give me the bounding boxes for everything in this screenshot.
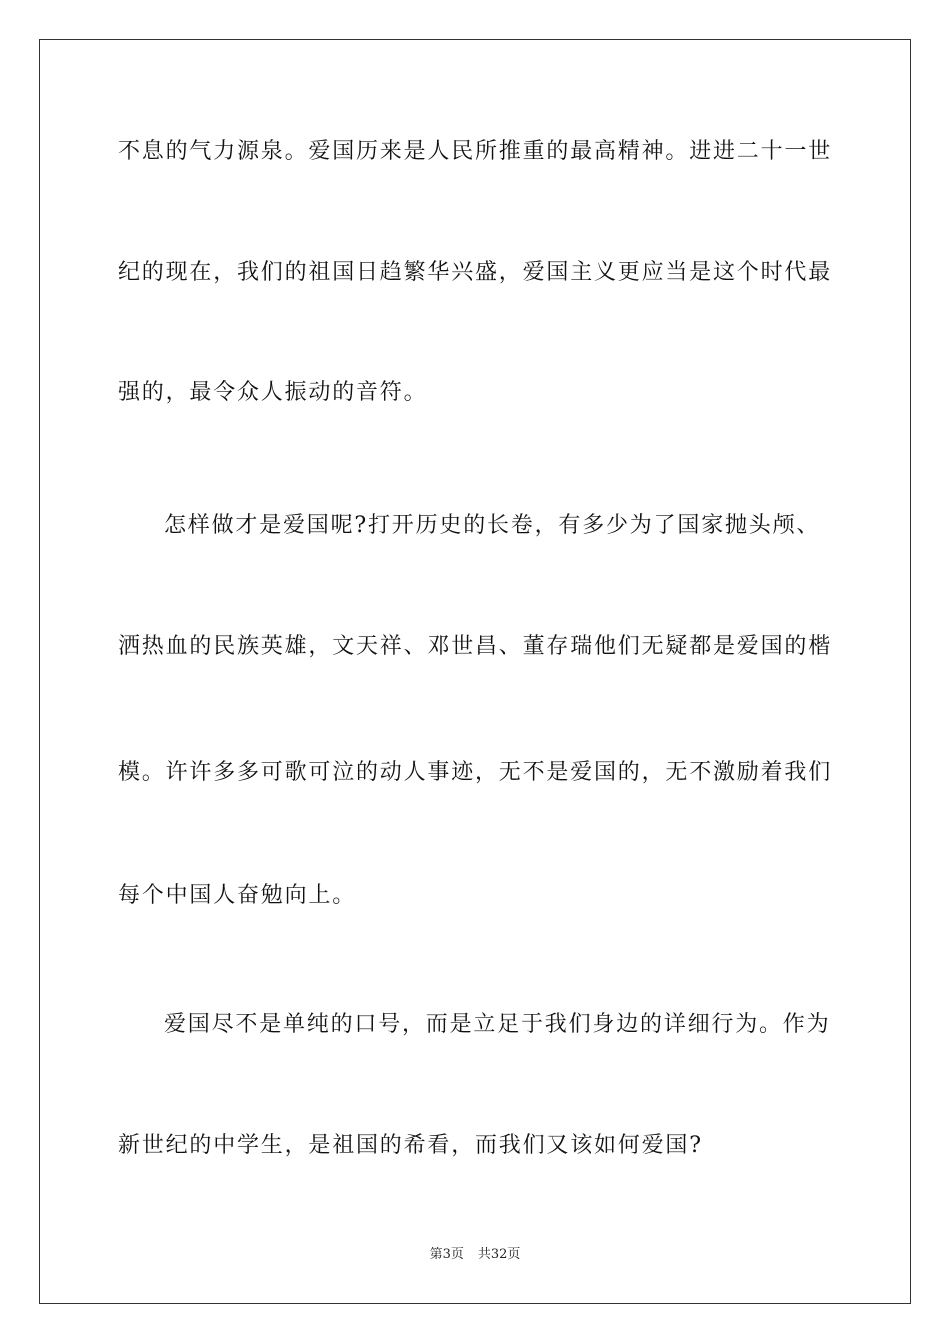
page-number: 第3页 bbox=[429, 1247, 464, 1262]
page-total: 共32页 bbox=[477, 1247, 521, 1262]
page-footer bbox=[0, 1246, 950, 1264]
text-line-1: 不息的气力源泉。爱国历来是人民所推重的最高精神。进进二十一世 bbox=[118, 139, 833, 164]
text-line-7: 每个中国人奋勉向上。 bbox=[118, 883, 357, 908]
text-line-2: 纪的现在，我们的祖国日趋繁华兴盛，爱国主义更应当是这个时代最 bbox=[118, 260, 833, 285]
page-frame bbox=[39, 39, 911, 1304]
text-line-8-paragraph-start: 爱国尽不是单纯的口号，而是立足于我们身边的详细行为。作为 bbox=[164, 1012, 831, 1037]
text-line-6: 模。许许多多可歌可泣的动人事迹，无不是爱国的，无不激励着我们 bbox=[118, 760, 833, 785]
text-line-9: 新世纪的中学生，是祖国的希看，而我们又该如何爱国? bbox=[118, 1133, 703, 1158]
text-line-5: 洒热血的民族英雄，文天祥、邓世昌、董存瑞他们无疑都是爱国的楷 bbox=[118, 634, 833, 659]
text-line-4-paragraph-start: 怎样做才是爱国呢?打开历史的长卷，有多少为了国家抛头颅、 bbox=[164, 513, 821, 538]
text-line-3: 强的，最令众人振动的音符。 bbox=[118, 380, 428, 405]
